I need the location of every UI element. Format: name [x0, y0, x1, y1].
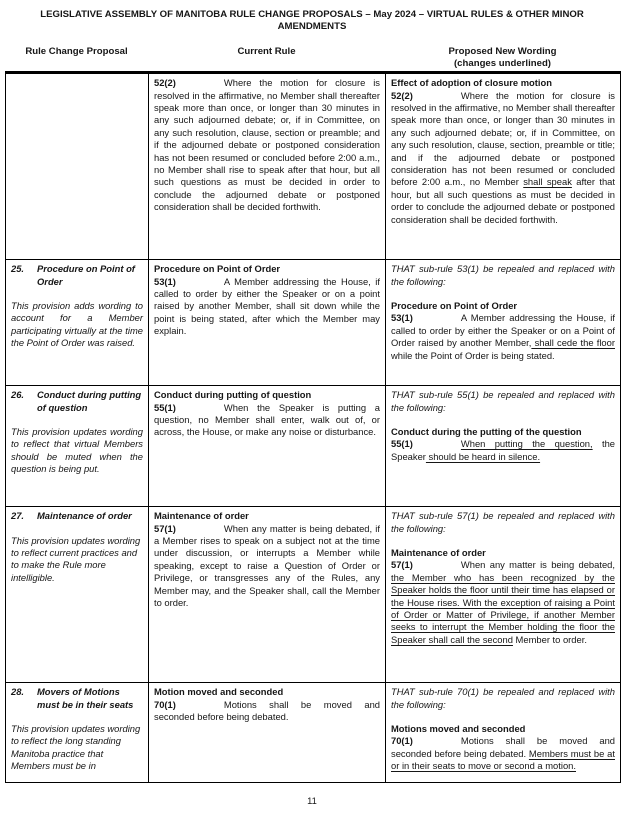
rule-text	[154, 276, 380, 338]
rule-text-segment: Motions shall be moved and seconded before being debated.	[154, 698, 380, 722]
proposal-note: This provision updates wording to reflect current practices and to make the Rule more intelligible.	[11, 534, 141, 583]
proposal-heading-text: Maintenance of order	[37, 510, 132, 522]
rule-number: 70(1)	[391, 735, 413, 747]
rule-text	[154, 699, 380, 724]
proposal-cell	[6, 260, 149, 386]
current-cell	[149, 73, 386, 260]
rule-number: 70(1)	[154, 698, 176, 710]
column-header-proposal: Rule Change Proposal	[25, 46, 128, 58]
table-row	[6, 73, 621, 260]
repeal-intro: THAT sub-rule 70(1) be repealed and replaced with the following:	[391, 686, 615, 710]
proposal-heading-text: Conduct during putting of question	[37, 389, 142, 413]
rule-heading: Maintenance of order	[154, 510, 249, 522]
column-header-proposed	[385, 46, 620, 69]
rule-text-segment: When any matter is being debated, if a Member rises to speak on a subject not at the time under discussion, or interrupts a Member while speaking, except to raise a Question of Order or Privilege, or transgresses any of the Rules, any Member may, and the Speaker shall, call the Member to order.	[154, 522, 380, 609]
proposal-note: This provision adds wording to account for a Member participating virtually at the time the Point of Order was raised.	[11, 300, 143, 349]
rule-text-segment: Member to order.	[512, 633, 587, 645]
proposal-cell	[6, 683, 149, 783]
rule-text-segment: When any matter is being debated,	[460, 559, 615, 571]
rule-heading: Procedure on Point of Order	[154, 263, 281, 275]
rule-number: 52(2)	[154, 77, 176, 89]
proposed-cell	[386, 73, 621, 260]
rule-text-segment: When the Speaker is putting a question, no Member shall enter, walk out of, or across, the House, or make any noise or disturbance.	[154, 401, 380, 438]
current-cell	[149, 260, 386, 386]
proposal-heading-text: Movers of Motions must be in their seats	[37, 686, 134, 710]
proposal-heading	[11, 510, 143, 522]
rule-text	[154, 402, 380, 439]
rule-text	[391, 438, 615, 463]
proposal-item-number: 28.	[11, 686, 25, 698]
page-number: 11	[307, 795, 317, 807]
proposed-cell	[386, 260, 621, 386]
rule-text	[391, 559, 615, 646]
rule-text	[154, 523, 380, 610]
rule-heading: Procedure on Point of Order	[391, 300, 518, 311]
proposed-cell	[386, 386, 621, 507]
column-header-proposed-line2: (changes underlined)	[453, 57, 551, 69]
proposal-heading	[11, 686, 143, 711]
underlined-change: shall speak	[523, 176, 572, 188]
rule-text	[154, 77, 380, 213]
rule-number: 53(1)	[154, 275, 176, 287]
rule-heading: Conduct during the putting of the question	[391, 426, 582, 437]
underlined-change: should be heard in silence.	[425, 450, 541, 462]
rule-number: 55(1)	[391, 438, 413, 450]
repeal-intro: THAT sub-rule 53(1) be repealed and replaced with the following:	[391, 263, 615, 287]
rule-number: 52(2)	[391, 89, 413, 101]
column-header-proposed-line1: Proposed New Wording	[448, 46, 557, 58]
proposal-item-number: 26.	[11, 389, 25, 401]
rules-table	[5, 71, 621, 783]
rule-heading: Motions moved and seconded	[391, 723, 526, 734]
proposal-cell	[6, 73, 149, 260]
repeal-intro: THAT sub-rule 57(1) be repealed and replaced with the following:	[391, 510, 615, 534]
rule-heading: Maintenance of order	[391, 547, 486, 558]
rule-heading: Effect of adoption of closure motion	[391, 77, 552, 89]
proposed-cell	[386, 683, 621, 783]
table-row	[6, 260, 621, 386]
rule-text	[391, 735, 615, 772]
rule-text-segment: Motions shall be moved and seconded before being debated.	[391, 735, 615, 759]
rule-text-segment: Where the motion for closure is resolved in the affirmative, no Member shall thereafter speak more than once, or longer than 30 minutes in any such adjourned debate; or, if in Committee, on any such resolution, clause, section, preamble or title; and if the adjourned debate or postponed consideration has not been resumed or concluded before 2:00 a.m., no Member	[391, 89, 615, 188]
rule-text-segment: while the Point of Order is being stated.	[391, 349, 555, 361]
rule-text-segment: after that hour, but all such questions as must be decided in order to conclude the adjourned debate or postponed consideration shall be decided forthwith.	[391, 176, 615, 225]
rule-heading: Conduct during putting of question	[154, 389, 312, 401]
rule-text-segment: Where the motion for closure is resolved in the affirmative, no Member shall thereafter speak more than once, or longer than 30 minutes in any such adjourned debate; or, if in Committee, on any such resolution, clause, section or preamble; and if the adjourned debate or postponed consideration has not been resumed or concluded before 2:00 a.m., no Member shall rise to speak after that hour, but all such questions as must be decided in order to conclude the adjourned debate or postponed consideration shall be decided forthwith.	[154, 77, 380, 213]
rule-text	[391, 312, 615, 362]
underlined-change: Members must be at or in their seats to move or second a motion.	[391, 747, 615, 772]
rule-text-segment: the Speaker	[391, 438, 615, 462]
underlined-change: When putting the question,	[460, 438, 593, 450]
proposal-item-number: 27.	[11, 510, 25, 522]
column-header-current: Current Rule	[237, 46, 296, 58]
proposed-cell	[386, 507, 621, 683]
proposal-note: This provision updates wording to reflect the long standing Manitoba practice that Members must be in	[11, 723, 141, 772]
current-cell	[149, 386, 386, 507]
proposal-cell	[6, 386, 149, 507]
rule-number: 57(1)	[391, 559, 413, 571]
rule-number: 53(1)	[391, 312, 413, 324]
proposal-cell	[6, 507, 149, 683]
underlined-change: shall cede the floor	[531, 337, 615, 349]
rule-text-segment: A Member addressing the House, if called to order by either the Speaker or on a point raised by another Member, shall sit down while the point is being stated, after which the Member may explain.	[154, 275, 380, 337]
proposal-heading	[11, 263, 143, 288]
rule-text-segment: A Member addressing the House, if called to order by either the Speaker or on a Point of Order raised by another Member,	[391, 312, 615, 349]
table-row	[6, 386, 621, 507]
column-headers	[5, 46, 620, 69]
rule-number: 57(1)	[154, 522, 176, 534]
repeal-intro: THAT sub-rule 55(1) be repealed and replaced with the following:	[391, 389, 615, 413]
document-title: LEGISLATIVE ASSEMBLY OF MANITOBA RULE CHANGE PROPOSALS – May 2024 – VIRTUAL RULES & OTHER MINOR AMENDMENTS	[40, 9, 584, 32]
current-cell	[149, 507, 386, 683]
underlined-change: the Member who has been recognized by the Speaker holds the floor until their time has elapsed or the House rises. With the exception of raising a Point of Order or Matter of Privilege, if another Member seeks to interrupt the Member holding the floor the Speaker shall call the second	[391, 571, 615, 645]
rule-text	[391, 90, 615, 226]
proposal-item-number: 25.	[11, 263, 25, 275]
proposal-note: This provision updates wording to reflect that virtual Members should be muted when the question is being put.	[11, 426, 143, 475]
proposal-heading	[11, 389, 143, 414]
rule-heading: Motion moved and seconded	[154, 686, 284, 698]
table-row	[6, 683, 621, 783]
table-row	[6, 507, 621, 683]
rule-number: 55(1)	[154, 401, 176, 413]
current-cell	[149, 683, 386, 783]
proposal-heading-text: Procedure on Point of Order	[37, 263, 135, 287]
